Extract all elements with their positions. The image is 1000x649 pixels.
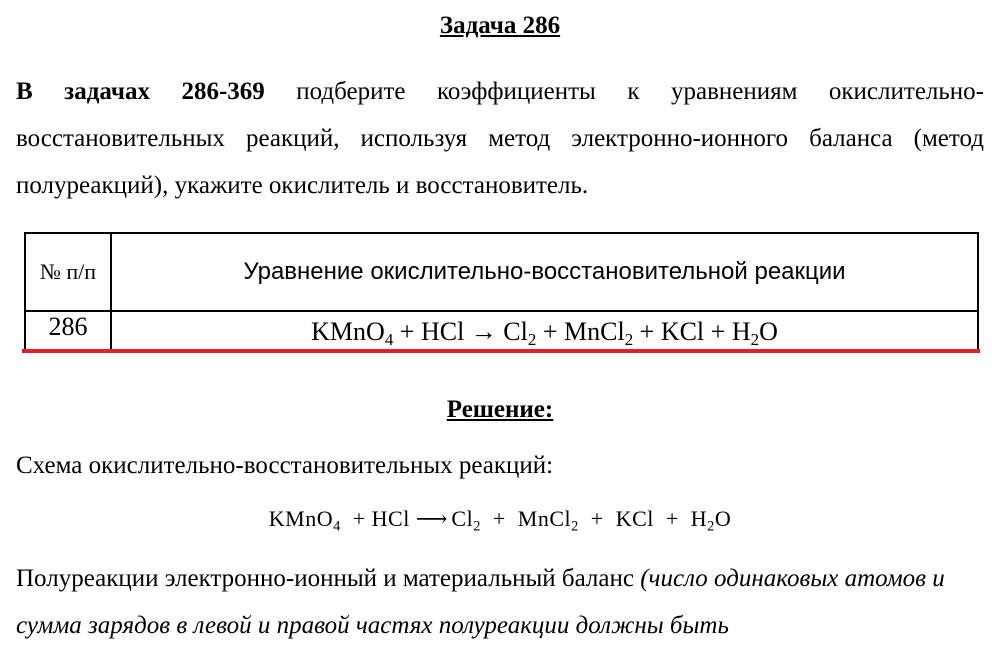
header-equation: Уравнение окислительно-восстановительной реакции	[111, 233, 978, 311]
reaction-scheme: KMnO$_4$ + HCl ⟶ $Cl_2$ + MnCl$_2$ + KCl + $H_2O$	[268, 506, 732, 535]
reaction-equation: KMnO$_4$ + HCl → $Cl_2$ + MnCl$_2$ + KCl + $H_2O$	[111, 311, 978, 352]
intro-text: подберите коэффициенты к уравнениям окислительно-восстановительных реакций, используя метод электронно-ионного баланса (метод полуреакций), укажите окислитель и восстановитель.	[16, 78, 984, 199]
long-arrow-icon: ⟶	[415, 506, 446, 531]
red-underline	[22, 349, 980, 353]
solution-heading: Решение:	[446, 396, 554, 423]
row-number: 286	[25, 311, 111, 352]
half-italic-note: (число одинаковых атомов и сумма зарядов в левой и правой частях полуреакции должны быть	[16, 565, 945, 639]
scheme-label: Схема окислительно-восстановительных реакций:	[16, 452, 554, 479]
intro-bold: В задачах 286-369	[16, 78, 265, 105]
table-row	[25, 311, 978, 352]
half-reactions-text: Полуреакции электронно-ионный и материальный баланс (число одинаковых атомов и сумма зарядов в левой и правой частях полуреакции должны быть	[16, 565, 945, 639]
header-number: № п/п	[25, 233, 111, 311]
table-header-row	[25, 233, 978, 311]
task-title: Задача 286	[439, 12, 561, 39]
task-intro	[16, 68, 984, 209]
task-table	[24, 232, 979, 353]
